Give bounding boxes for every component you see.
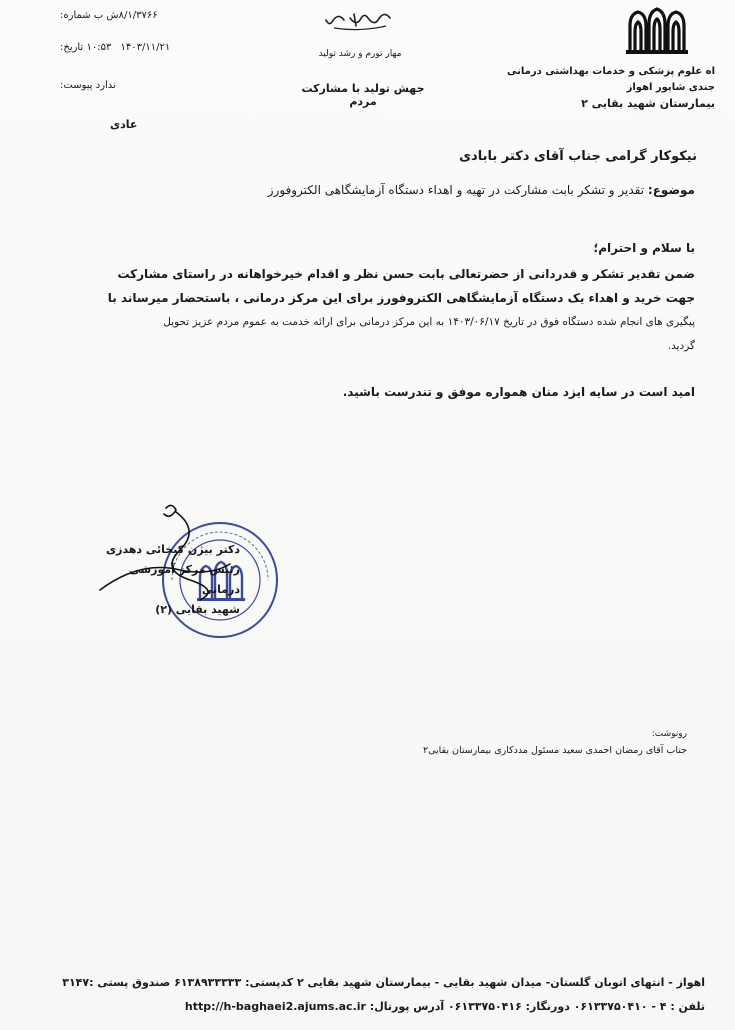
priority-label: عادی — [110, 118, 138, 131]
signer-name: دکتر بیژن کیخائی دهدزی — [106, 543, 240, 556]
signer-block — [90, 540, 240, 620]
signer-title: رئیس مرکز آموزشی درمانی — [129, 563, 240, 596]
body-line: جهت خرید و اهداء یک دستگاه آزمایشگاهی الکتروفورز برای این مرکز درمانی ، باستحضار میرساند با — [107, 291, 695, 305]
letter-attachment: پیوست: ندارد — [60, 80, 116, 91]
letter-body — [55, 262, 695, 358]
signer-title: شهید بقایی (۲) — [155, 603, 240, 616]
footer-phones: تلفن : ۴ - ۰۶۱۳۳۷۵۰۴۱۰ دورنگار: ۰۶۱۳۳۷۵۰۴۱۶ آدرس پورتال: — [369, 1000, 705, 1013]
subject-text: تقدیر و تشکر بابت مشارکت در تهیه و اهداء دستگاه آزمایشگاهی الکتروفورز — [267, 183, 645, 197]
bismillah-calligraphy — [320, 6, 400, 32]
motto-bold: جهش تولید با مشارکت مردم — [301, 82, 425, 108]
footer-address: اهواز - انتهای اتوبان گلستان- میدان شهید بقایی - بیمارستان شهید بقایی ۲ کدپستی: ۶۱۳۸۹۳۳۳۳۳ صندوق پستی :۳۱۴۷ — [62, 976, 705, 989]
letter-date: تاریخ: ۱۰:۵۳ ۱۴۰۳/۱۱/۲۱ — [60, 42, 171, 53]
org-name: اه علوم پزشکی و خدمات بهداشتی درمانی — [507, 66, 715, 77]
motto-small: مهار تورم و رشد تولید — [318, 49, 402, 59]
body-line: ضمن تقدیر تشکر و قدردانی از حضرتعالی بابت حسن نظر و اقدام خیرخواهانه در راستای مشارکت — [117, 267, 695, 281]
closing-line: امید است در سایه ایزد منان همواره موفق و تندرست باشید. — [342, 385, 695, 399]
recipient: نیکوکار گرامی جناب آقای دکتر بابادی — [459, 149, 697, 164]
hospital-name: بیمارستان شهید بقایی ۲ — [581, 97, 715, 110]
cc-label: رونوشت: — [651, 729, 687, 739]
footer-contact — [171, 1000, 705, 1013]
university-logo-icon — [624, 6, 690, 56]
salutation: با سلام و احترام؛ — [593, 241, 695, 255]
portal-link[interactable]: http://h-baghaei2.ajums.ac.ir — [184, 1000, 366, 1013]
letter-number: شماره: ۸/۱/۳۷۶۶ش ب — [60, 10, 158, 21]
cc-recipient: جناب آقای رمضان احمدی سعید مسئول مددکاری بیمارستان بقایی۲ — [422, 745, 687, 756]
subject-label: موضوع: — [647, 183, 695, 197]
body-line: پیگیری های انجام شده دستگاه فوق در تاریخ ۱۴۰۳/۰۶/۱۷ به این مرکز درمانی برای ارائه خدمت به عموم مردم عزیز تحویل — [163, 316, 695, 328]
org-city: جندی شاپور اهواز — [626, 82, 715, 93]
subject-line — [268, 183, 695, 197]
body-line: گردید. — [667, 340, 695, 352]
